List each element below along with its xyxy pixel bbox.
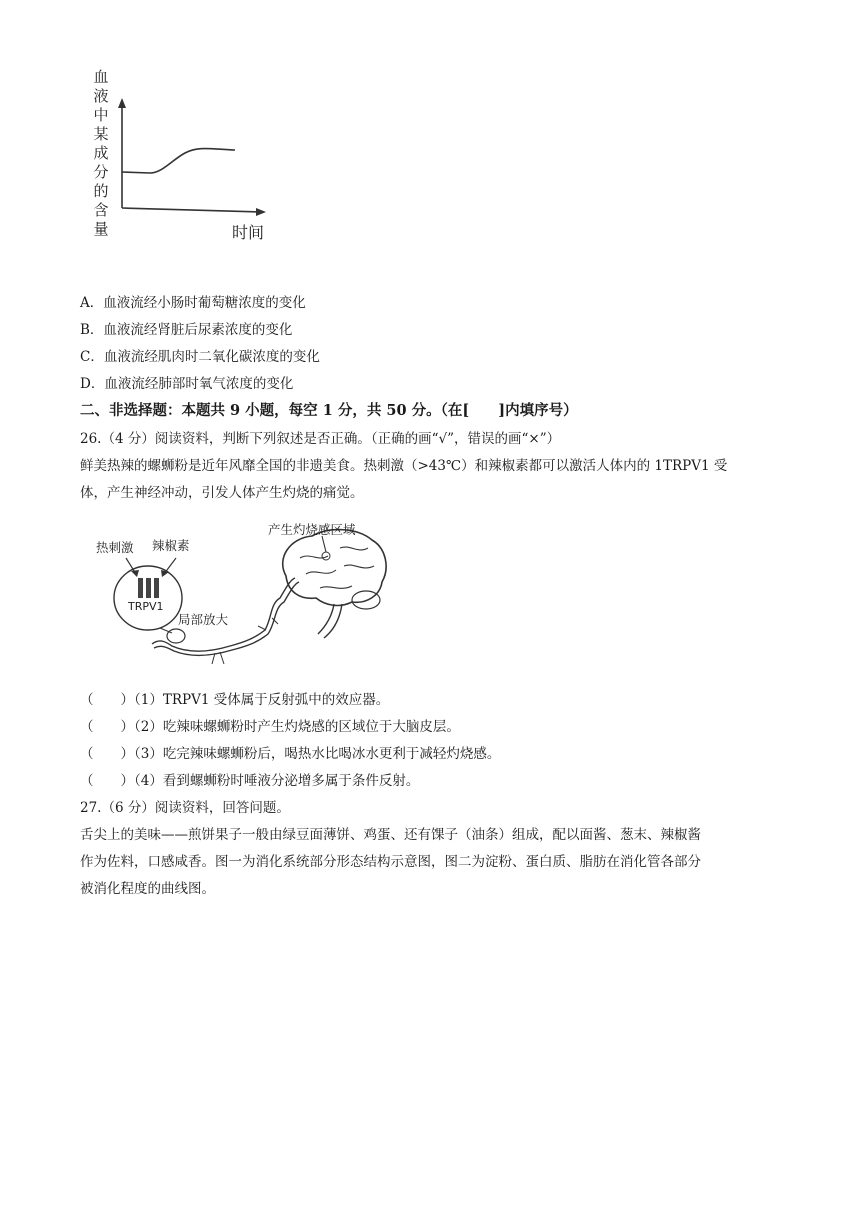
q26-item-3 (80, 744, 500, 764)
q26-material-line1: 鲜美热辣的螺蛳粉是近年风靡全国的非遗美食。热刺激（>43℃）和辣椒素都可以激活人体内的 1TRPV1 受 (80, 458, 728, 474)
y-axis-label-char: 某 (93, 125, 109, 143)
item-text: （1）TRPV1 受体属于反射弧中的效应器。 (134, 692, 390, 708)
label-local-zoom: 局部放大 (178, 612, 229, 627)
y-axis-label-char: 成 (93, 144, 109, 162)
q26-item-1 (80, 690, 389, 710)
x-axis-label: 时间 (232, 223, 265, 242)
q26-stem: 26.（4 分）阅读资料，判断下列叙述是否正确。（正确的画“√”，错误的画“×”） (80, 431, 561, 447)
answer-bracket[interactable]: （ ） (80, 692, 134, 708)
item-text: （2）吃辣味螺蛳粉时产生灼烧感的区域位于大脑皮层。 (134, 719, 460, 735)
trpv1-pathway-figure (90, 518, 390, 678)
y-axis-label-char: 血 (93, 68, 109, 86)
y-axis-label-char: 的 (93, 182, 109, 200)
q26-item-4 (80, 771, 419, 791)
item-text: （3）吃完辣味螺蛳粉后，喝热水比喝冰水更利于减轻灼烧感。 (134, 746, 501, 762)
y-axis-label-char: 中 (93, 106, 109, 124)
option-b: B．血液流经肾脏后尿素浓度的变化 (80, 322, 293, 338)
answer-bracket[interactable]: （ ） (80, 746, 134, 762)
label-heat-stimulus: 热刺激 (96, 540, 134, 555)
q27-stem: 27.（6 分）阅读资料，回答问题。 (80, 800, 290, 816)
blood-content-graph (80, 60, 280, 250)
item-text: （4）看到螺蛳粉时唾液分泌增多属于条件反射。 (134, 773, 420, 789)
section-heading: 二、非选择题：本题共 9 小题，每空 1 分，共 50 分。（在[ ]内填序号） (80, 402, 578, 419)
q27-material-line2: 作为佐料，口感咸香。图一为消化系统部分形态结构示意图，图二为淀粉、蛋白质、脂肪在消化管各部分 (80, 854, 701, 870)
y-axis-label-char: 液 (93, 87, 109, 105)
q26-item-2 (80, 717, 460, 737)
y-axis-label-char: 含 (93, 201, 109, 219)
option-a: A．血液流经小肠时葡萄糖浓度的变化 (80, 295, 306, 311)
label-trpv1: TRPV1 (128, 600, 164, 613)
answer-bracket[interactable]: （ ） (80, 773, 134, 789)
option-d: D．血液流经肺部时氧气浓度的变化 (80, 376, 294, 392)
trpv1-figure-drawing (90, 518, 390, 678)
y-axis-label-char: 量 (93, 220, 109, 238)
y-axis-label-char: 分 (93, 163, 109, 181)
option-c: C．血液流经肌肉时二氧化碳浓度的变化 (80, 349, 320, 365)
q27-material-line3: 被消化程度的曲线图。 (80, 881, 215, 897)
answer-bracket[interactable]: （ ） (80, 719, 134, 735)
q27-material-line1: 舌尖上的美味——煎饼果子一般由绿豆面薄饼、鸡蛋、还有馃子（油条）组成，配以面酱、葱末、辣椒酱 (80, 827, 701, 843)
q26-material-line2: 体，产生神经冲动，引发人体产生灼烧的痛觉。 (80, 485, 364, 501)
label-burning-area: 产生灼烧感区域 (268, 522, 356, 537)
label-capsaicin: 辣椒素 (152, 538, 190, 553)
